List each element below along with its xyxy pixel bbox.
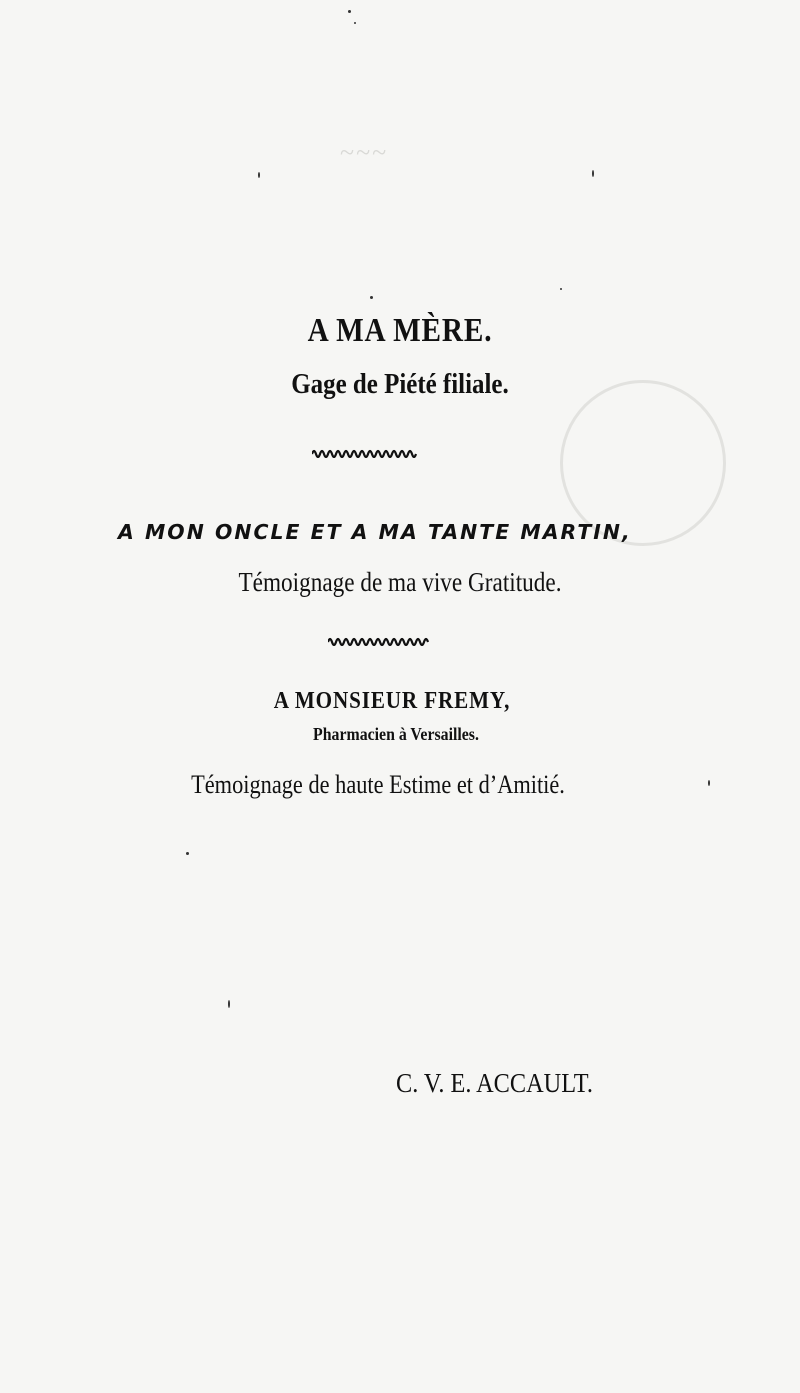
wavy-rule-ornament (312, 448, 418, 458)
scan-speck (186, 852, 189, 855)
scan-speck (708, 780, 710, 786)
bleed-through-heading: ~~~ (340, 138, 389, 167)
dedication-uncle-aunt-heading: A MON ONCLE ET A MA TANTE MARTIN, (118, 520, 632, 544)
scan-speck (592, 170, 594, 177)
dedication-uncle-aunt-text: Témoignage de ma vive Gratitude. (238, 567, 562, 597)
dedication-fremy-heading: A MONSIEUR FREMY, (273, 688, 511, 714)
author-signature: C. V. E. ACCAULT. (396, 1068, 593, 1098)
scan-speck (258, 172, 260, 178)
wavy-rule-ornament (328, 636, 430, 646)
dedication-mother-heading: A MA MÈRE. (307, 312, 493, 349)
scan-speck (560, 288, 562, 290)
scan-speck (348, 10, 351, 13)
scan-speck (354, 22, 356, 24)
dedication-mother-text: Gage de Piété filiale. (291, 368, 509, 400)
dedication-fremy-role: Pharmacien à Versailles. (313, 724, 479, 744)
scan-speck (370, 296, 373, 299)
dedication-fremy-text: Témoignage de haute Estime et d’Amitié. (191, 770, 565, 799)
scan-speck (228, 1000, 230, 1008)
